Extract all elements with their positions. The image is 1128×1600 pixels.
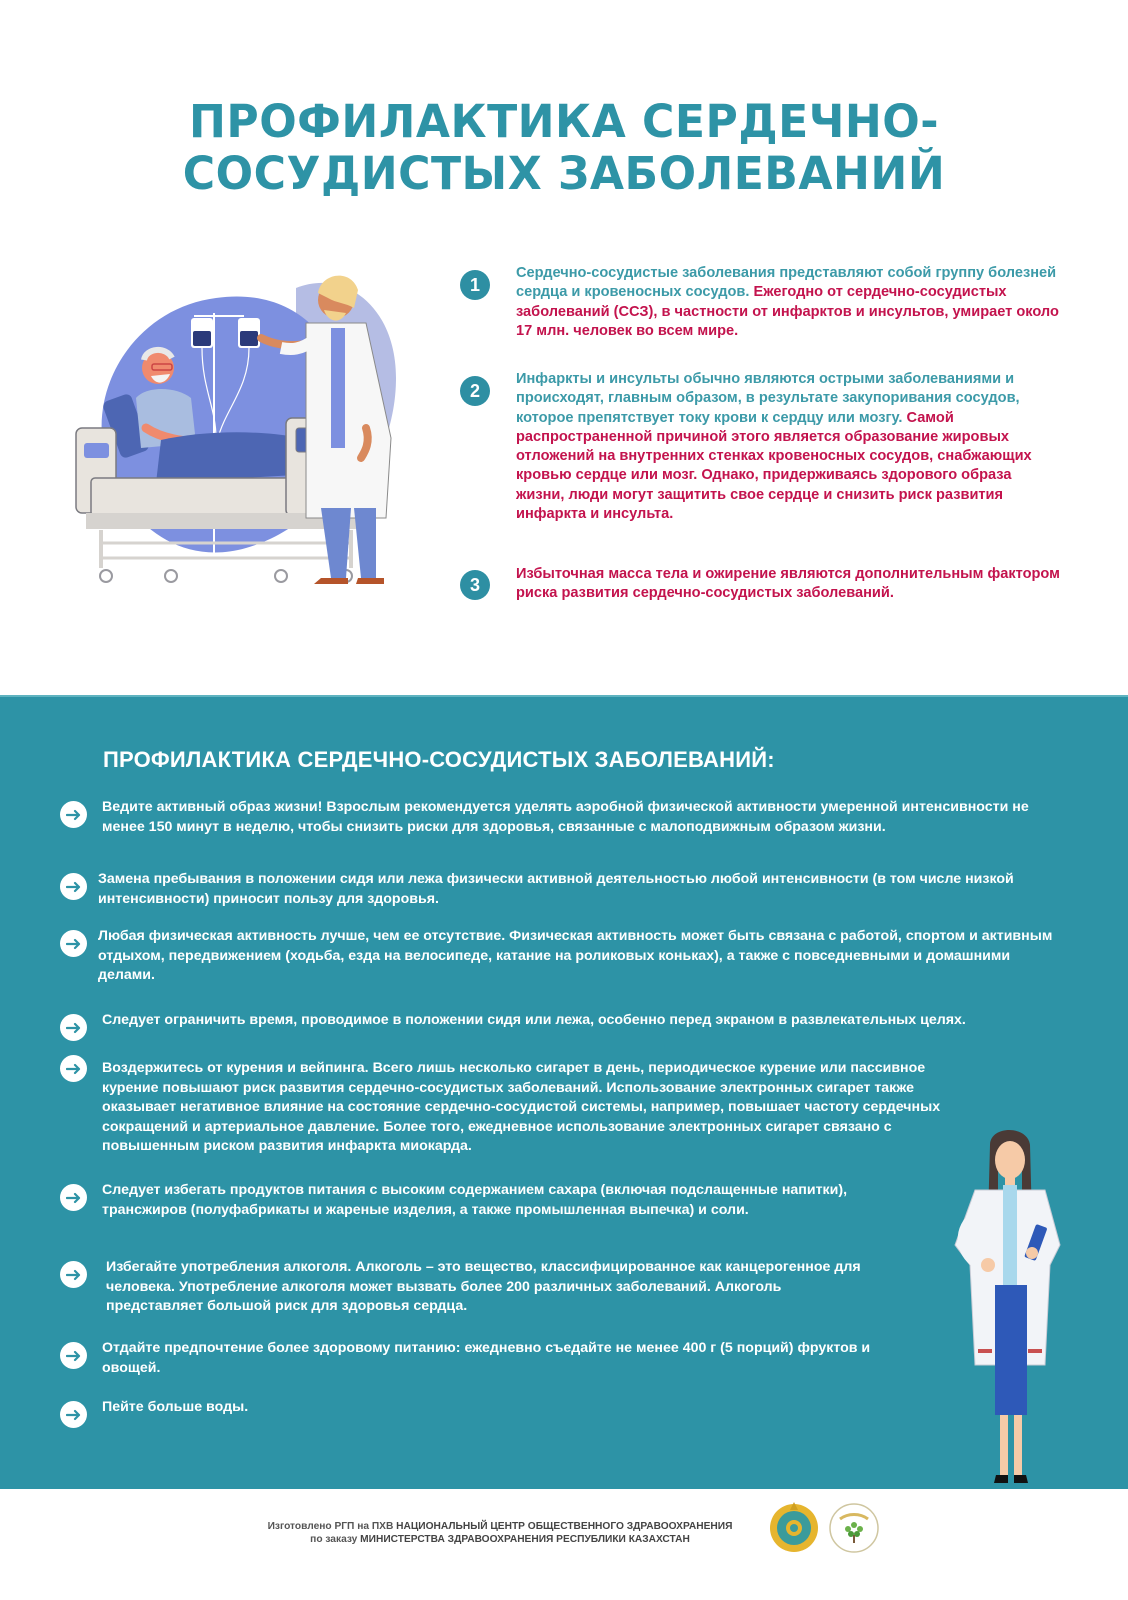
tip-text: Следует избегать продуктов питания с высоким содержанием сахара (включая подслащенные напитки), трансжиров (полуфабрикаты и жареные изделия, а также промышленная выпечка) и соли.	[102, 1182, 848, 1218]
arrow-right-circle-icon	[60, 1401, 87, 1428]
number-badge: 1	[460, 270, 490, 300]
tip-text: Любая физическая активность лучше, чем ее отсутствие. Физическая активность может быть связана с работой, спортом и активным отдыхом, передвижением (ходьба, езда на велосипеде, катание на роликовых коньках), а также с повседневными и домашними делами.	[98, 928, 1053, 983]
fact-text: Избыточная масса тела и ожирение являются дополнительным фактором риска развития сердечно-сосудистых заболеваний.	[516, 566, 1060, 602]
title-line-2: СОСУДИСТЫХ ЗАБОЛЕВАНИЙ	[182, 147, 946, 200]
tip-text: Следует ограничить время, проводимое в положении сидя или лежа, особенно перед экраном в развлекательных целях.	[102, 1012, 966, 1028]
arrow-right-circle-icon	[60, 930, 87, 957]
number-badge: 2	[460, 376, 490, 406]
hospital-bed-doctor-patient-illustration	[66, 268, 416, 598]
footer-credits	[230, 1520, 770, 1546]
footer-line-2: по заказу МИНИСТЕРСТВА ЗДРАВООХРАНЕНИЯ РЕСПУБЛИКИ КАЗАХСТАН	[310, 1534, 690, 1545]
fact-text: Инфаркты и инсульты обычно являются острыми заболеваниями и происходят, главным образом, в результате закупоривания сосудов, которое препятствует току крови к сердцу или мозгу. Самой распространенной причиной этого является образование жировых отложений на внутренних стенках кровеносных сосудов, снабжающих кровью сердце или мозг. Однако, придерживаясь здорового образа жизни, люди могут защитить свое сердце и снизить риск развития инфаркта и инсульта.	[516, 371, 1032, 523]
tip-text: Замена пребывания в положении сидя или лежа физически активной деятельностью любой интенсивности (в том числе низкой интенсивности) приносит пользу для здоровья.	[98, 871, 1014, 907]
arrow-right-circle-icon	[60, 1184, 87, 1211]
tip-text: Отдайте предпочтение более здоровому питанию: ежедневно съедайте не менее 400 г (5 порций) фруктов и овощей.	[102, 1340, 871, 1376]
arrow-right-circle-icon	[60, 873, 87, 900]
footer-line-1: Изготовлено РГП на ПХВ НАЦИОНАЛЬНЫЙ ЦЕНТР ОБЩЕСТВЕННОГО ЗДРАВООХРАНЕНИЯ	[267, 1521, 733, 1532]
arrow-right-circle-icon	[60, 1055, 87, 1082]
arrow-right-circle-icon	[60, 801, 87, 828]
page-title	[0, 96, 1128, 200]
tip-text: Пейте больше воды.	[102, 1399, 249, 1415]
female-doctor-illustration	[950, 1125, 1070, 1485]
arrow-right-circle-icon	[60, 1261, 87, 1288]
kazakhstan-emblem-icon	[768, 1500, 820, 1556]
tip-text: Избегайте употребления алкоголя. Алкоголь – это вещество, классифицированное как канцерогенное для человека. Употребление алкоголя может вызвать более 200 различных заболеваний. Алкоголь представляет большой риск для здоровья сердца.	[106, 1259, 861, 1314]
arrow-right-circle-icon	[60, 1342, 87, 1369]
fact-text: Сердечно-сосудистые заболевания представляют собой группу болезней сердца и кровеносных сосудов. Ежегодно от сердечно-сосудистых заболеваний (ССЗ), в частности от инфарктов и инсультов, умирает около 17 млн. человек во всем мире.	[516, 265, 1059, 339]
arrow-right-circle-icon	[60, 1014, 87, 1041]
public-health-center-logo-icon	[828, 1501, 880, 1555]
tip-text: Ведите активный образ жизни! Взрослым рекомендуется уделять аэробной физической активности умеренной интенсивности не менее 150 минут в неделю, чтобы снизить риски для здоровья, связанные с малоподвижным образом жизни.	[102, 799, 1029, 835]
tip-text: Воздержитесь от курения и вейпинга. Всего лишь несколько сигарет в день, периодическое курение или пассивное курение повышают риск развития сердечно-сосудистых заболеваний. Использование электронных сигарет также оказывает негативное влияние на состояние сердечно-сосудистой системы, например, повышает частоту сердечных сокращений и артериальное давление. Более того, ежедневное использование электронных сигарет связано с повышенным риском развития инфаркта миокарда.	[102, 1060, 941, 1154]
prevention-title: ПРОФИЛАКТИКА СЕРДЕЧНО-СОСУДИСТЫХ ЗАБОЛЕВАНИЙ:	[103, 747, 775, 772]
title-line-1: ПРОФИЛАКТИКА СЕРДЕЧНО-	[188, 95, 940, 148]
number-badge: 3	[460, 570, 490, 600]
